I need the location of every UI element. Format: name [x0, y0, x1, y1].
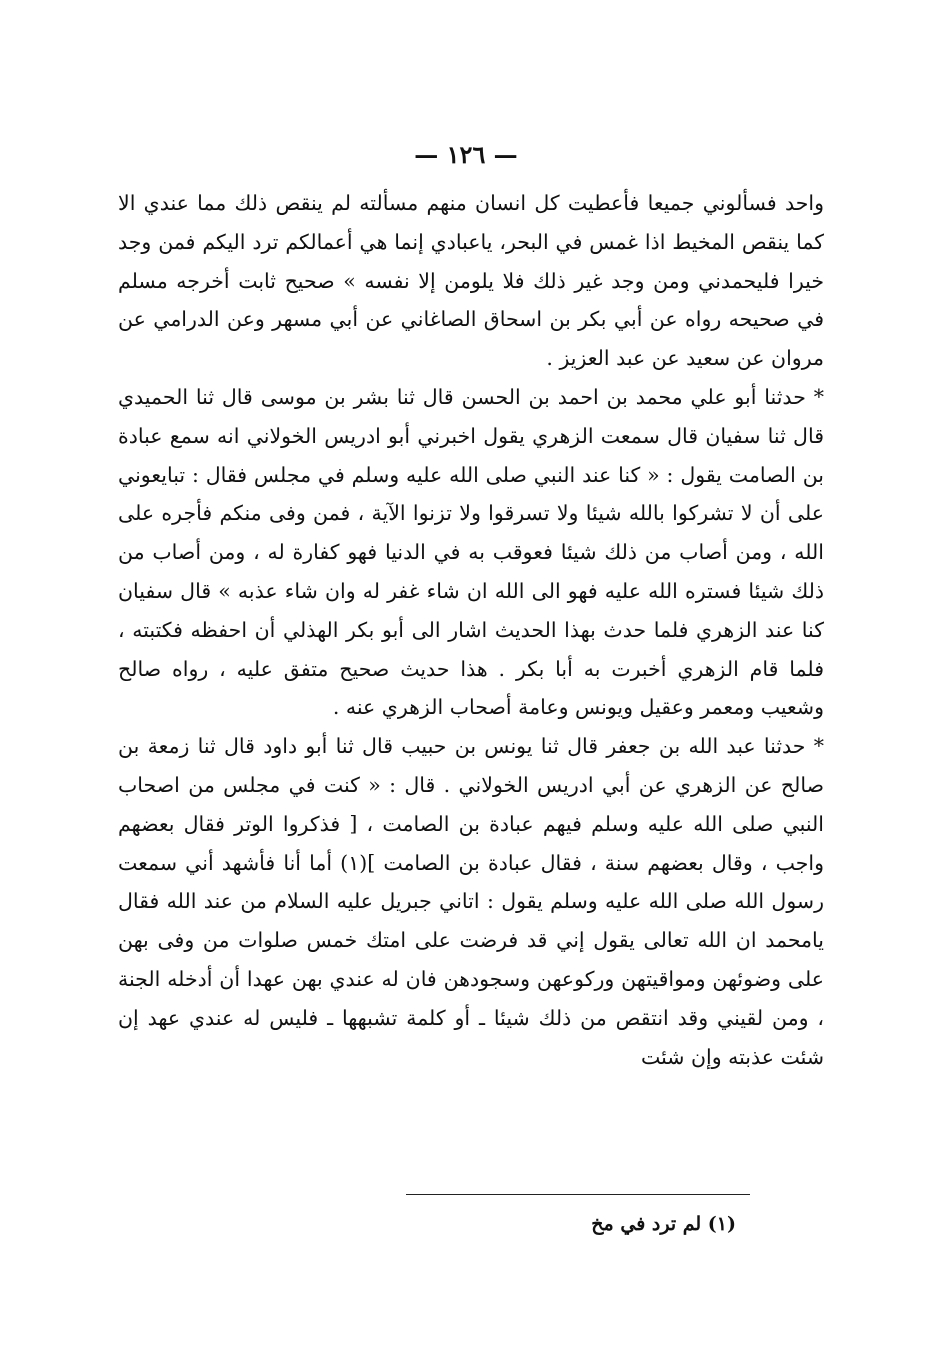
footnote-divider: [406, 1194, 750, 1195]
page-number: — ١٢٦ —: [414, 140, 518, 169]
paragraph-3: * حدثنا عبد الله بن جعفر قال ثنا يونس بن حبيب قال ثنا أبو داود قال ثنا زمعة بن صالح عن الزهري عن أبي ادريس الخولاني . قال : « كنت في مجلس من اصحاب النبي صلى الله عليه وسلم فيهم عبادة بن الصامت ، [ فذكروا الوتر فقال بعضهم واجب ، وقال بعضهم سنة ، فقال عبادة بن الصامت ](١) أما أنا فأشهد أني سمعت رسول الله صلى الله عليه وسلم يقول : اتاني جبريل عليه السلام من عند الله فقال يامحمد ان الله تعالى يقول إني قد فرضت على امتك خمس صلوات من وفى بهن على وضوئهن ومواقيتهن وركوعهن وسجودهن فان له عندي بهن عهدا أن أدخله الجنة ، ومن لقيني وقد انتقص من ذلك شيئا ـ أو كلمة تشبهها ـ فليس له عندي عهد إن شئت عذبته وإن شئت: [118, 734, 824, 1069]
body-text: [118, 184, 824, 1076]
footnote: (١) لم ترد في مخ: [591, 1213, 736, 1235]
paragraph-1: واحد فسألوني جميعا فأعطيت كل انسان منهم مسألته لم ينقص ذلك مما عندي الا كما ينقص المخيط اذا غمس في البحر، ياعبادي إنما هي أعمالكم ترد اليكم فمن وجد خيرا فليحمدني ومن وجد غير ذلك فلا يلومن إلا نفسه » صحيح ثابت أخرجه مسلم في صحيحه رواه عن أبي بكر بن اسحاق الصاغاني عن أبي مسهر وعن الدرامي عن مروان عن سعيد عن عبد العزيز .: [118, 191, 824, 371]
paragraph-2: * حدثنا أبو علي محمد بن احمد بن الحسن قال ثنا بشر بن موسى قال ثنا الحميدي قال ثنا سفيان قال سمعت الزهري يقول اخبرني أبو ادريس الخولاني انه سمع عبادة بن الصامت يقول : « كنا عند النبي صلى الله عليه وسلم في مجلس فقال : تبايعوني على أن لا تشركوا بالله شيئا ولا تسرقوا ولا تزنوا الآية ، فمن وفى منكم فأجره على الله ، ومن أصاب من ذلك شيئا فعوقب به في الدنيا فهو كفارة له ، ومن أصاب من ذلك شيئا فستره الله عليه فهو الى الله ان شاء غفر له وان شاء عذبه » قال سفيان كنا عند الزهري فلما حدث بهذا الحديث اشار الى أبو بكر الهذلي أن احفظه فكتبته ، فلما قام الزهري أخبرت به أبا بكر . هذا حديث صحيح متفق عليه ، رواه صالح وشعيب ومعمر وعقيل ويونس وعامة أصحاب الزهري عنه .: [118, 384, 824, 720]
